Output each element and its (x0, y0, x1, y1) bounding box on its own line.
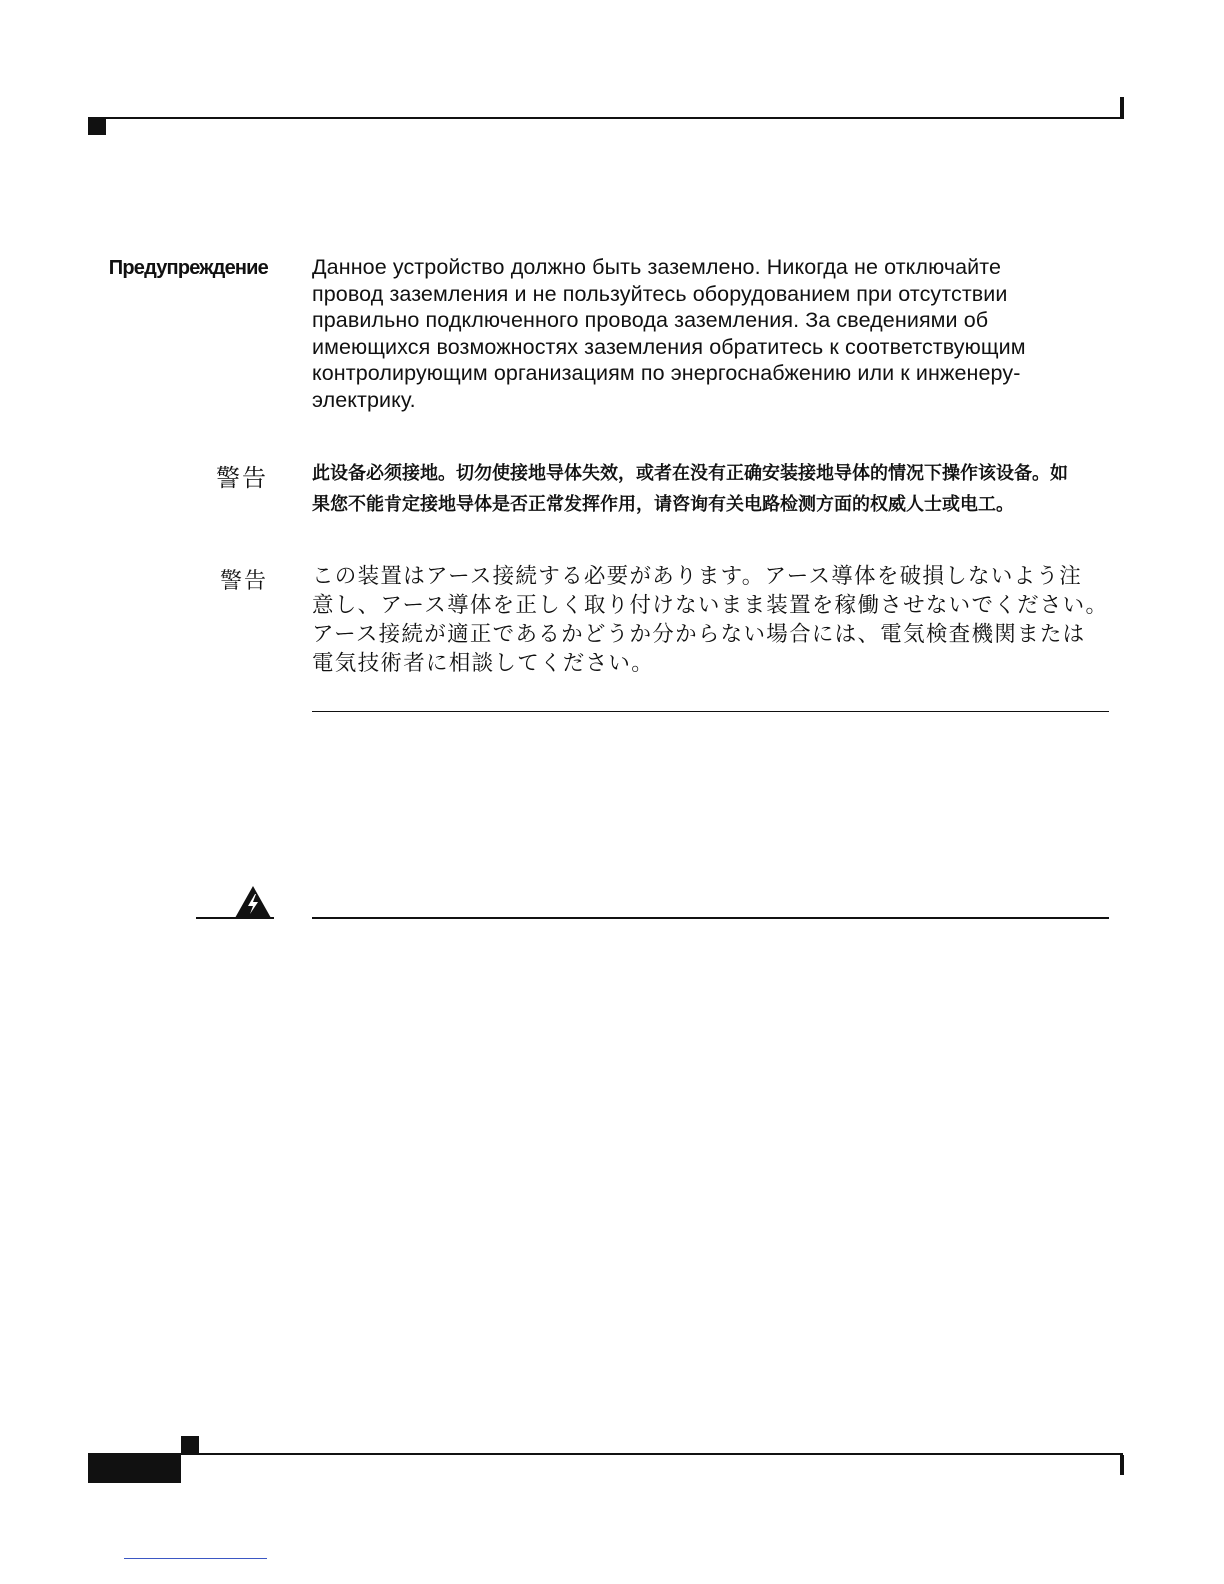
header-rule (88, 117, 1123, 119)
text-line: 此设备必须接地。切勿使接地导体失效，或者在没有正确安装接地导体的情况下操作该设备。如 (312, 463, 1068, 483)
footer-marker (181, 1436, 199, 1453)
text-line: контролирующим организациям по энергоснабжению или к инженеру- (312, 361, 1021, 385)
text-line: 意し、アース導体を正しく取り付けないまま装置を稼働させないでください。 (312, 593, 1109, 617)
warning-text (312, 254, 1112, 413)
text-line: アース接続が適正であるかどうか分からない場合には、電気検査機関または (312, 622, 1086, 646)
footer-page-block (88, 1455, 181, 1483)
text-line: Данное устройство должно быть заземлено. Никогда не отключайте (312, 255, 1002, 279)
header-corner-tick (1120, 97, 1124, 119)
warning-icon-rule (196, 917, 274, 919)
warning-triangle-icon (234, 885, 272, 919)
warning-label: 警告 (216, 465, 268, 492)
text-line: имеющихся возможностях заземления обратитесь к соответствующим (312, 334, 1026, 359)
text-line: провод заземления и не пользуйтесь оборудованием при отсутствии (312, 281, 1008, 306)
warning-label: 警告 (219, 568, 268, 593)
warning-text (312, 458, 1112, 520)
warning-label: Предупреждение (108, 257, 268, 279)
text-line: この装置はアース接続する必要があります。アース導体を破損しないよう注 (312, 564, 1083, 588)
text-line: правильно подключенного провода заземления. За сведениями об (312, 308, 989, 332)
text-line: 果您不能肯定接地导体是否正常发挥作用，请咨询有关电路检测方面的权威人士或电工。 (312, 494, 1014, 514)
footer-rule (88, 1453, 1123, 1455)
header-marker (88, 119, 106, 135)
footer-corner-tick (1120, 1455, 1124, 1475)
text-line: электрику. (312, 387, 416, 412)
footer-link-underline (124, 1558, 267, 1559)
text-line: 電気技術者に相談してください。 (312, 651, 655, 675)
section-end-rule (312, 711, 1109, 712)
warning-text (312, 562, 1112, 678)
warning-start-rule (312, 917, 1109, 919)
